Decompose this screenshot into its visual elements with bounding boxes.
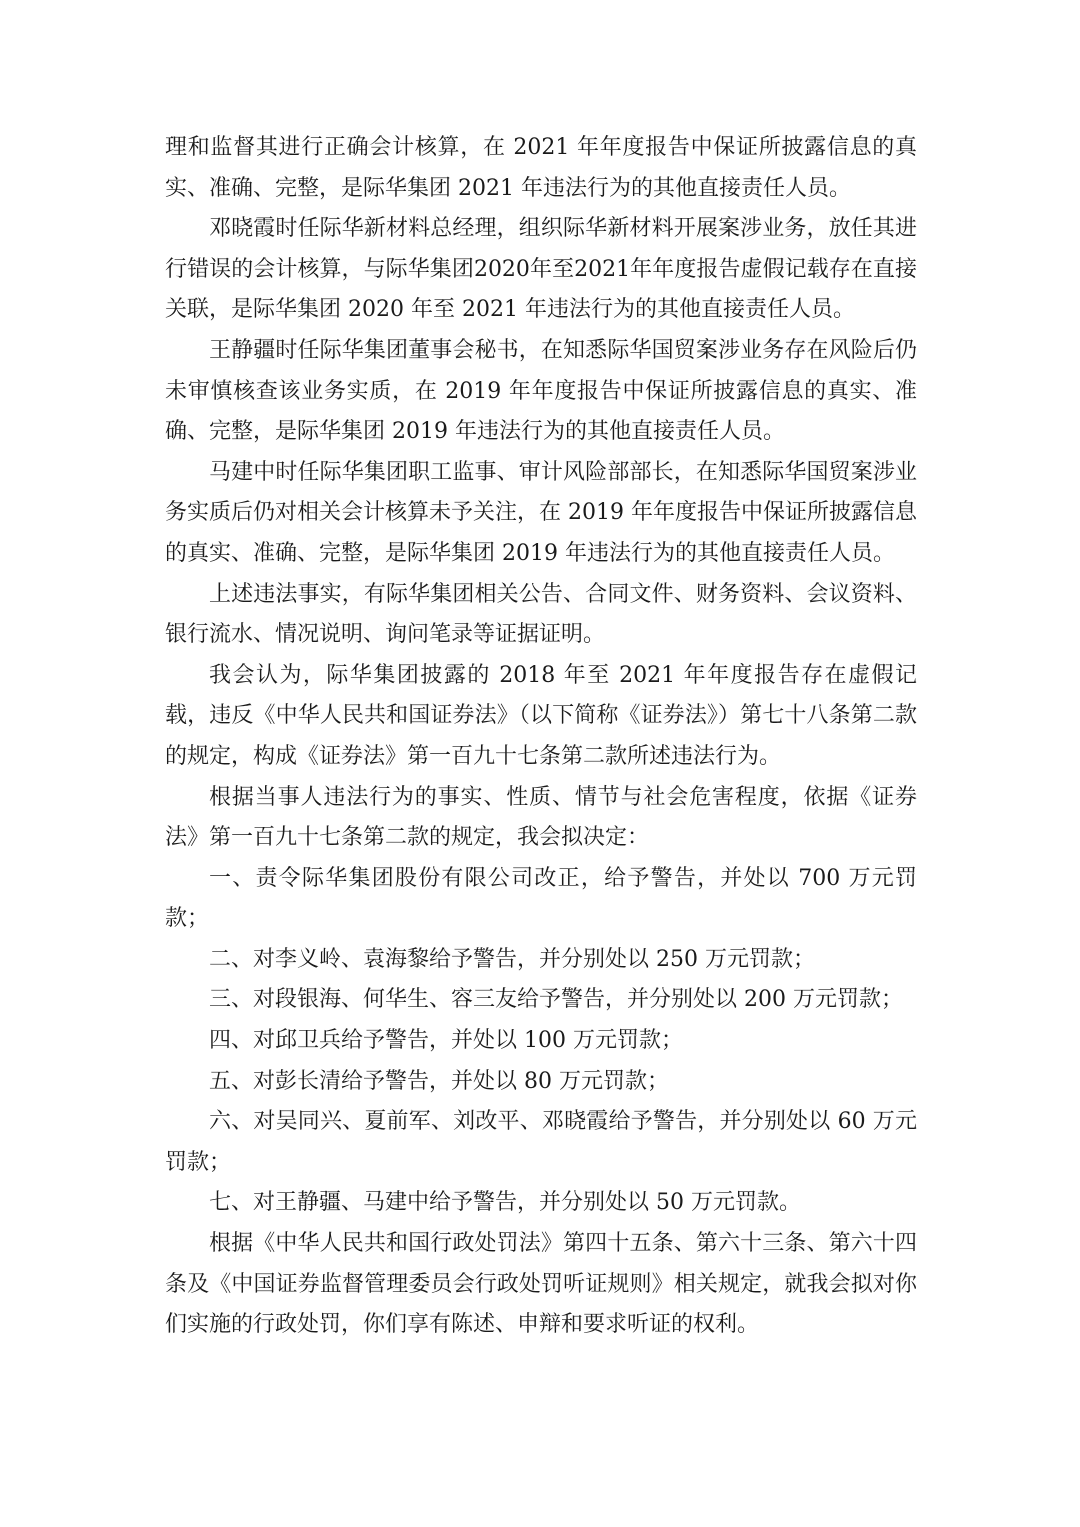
penalty-item-4: 四、对邱卫兵给予警告，并处以 100 万元罚款；	[209, 1028, 683, 1054]
paragraph-ma-jianzhong: 马建中时任际华集团职工监事、审计风险部部长，在知悉际华国贸案涉业务实质后仍对相关会计核算未予关注，在 2019 年年度报告中保证所披露信息的真实、准确、完整，是际华集团 2019 年违法行为的其他直接责任人员。	[165, 459, 917, 566]
paragraph-evidence: 上述违法事实，有际华集团相关公告、合同文件、财务资料、会议资料、银行流水、情况说明、询问笔录等证据证明。	[165, 581, 917, 648]
penalty-item-5: 五、对彭长清给予警告，并处以 80 万元罚款；	[209, 1068, 669, 1094]
penalty-item-6: 六、对吴同兴、夏前军、刘改平、邓晓霞给予警告，并分别处以 60 万元罚款；	[165, 1109, 917, 1175]
penalty-item-3: 三、对段银海、何华生、容三友给予警告，并分别处以 200 万元罚款；	[209, 987, 903, 1013]
paragraph-decision-basis: 根据当事人违法行为的事实、性质、情节与社会危害程度，依据《证券法》第一百九十七条第二款的规定，我会拟决定：	[165, 784, 917, 851]
paragraph-conclusion: 我会认为，际华集团披露的 2018 年至 2021 年年度报告存在虚假记载，违反《中华人民共和国证券法》（以下简称《证券法》）第七十八条第二款的规定，构成《证券法》第一百九十七条第二款所述违法行为。	[165, 662, 917, 769]
penalty-item-7: 七、对王静疆、马建中给予警告，并分别处以 50 万元罚款。	[209, 1190, 801, 1216]
penalty-item-2: 二、对李义岭、袁海黎给予警告，并分别处以 250 万元罚款；	[209, 946, 815, 972]
paragraph-hearing-rights: 根据《中华人民共和国行政处罚法》第四十五条、第六十三条、第六十四条及《中国证券监督管理委员会行政处罚听证规则》相关规定，就我会拟对你们实施的行政处罚，你们享有陈述、申辩和要求听证的权利。	[165, 1231, 917, 1338]
penalty-item-1: 一、责令际华集团股份有限公司改正，给予警告，并处以 700 万元罚款；	[165, 865, 917, 932]
paragraph-continued: 理和监督其进行正确会计核算，在 2021 年年度报告中保证所披露信息的真实、准确、完整，是际华集团 2021 年违法行为的其他直接责任人员。	[165, 135, 917, 201]
document-body	[165, 128, 917, 1346]
paragraph-wang-jingjiang: 王静疆时任际华集团董事会秘书，在知悉际华国贸案涉业务存在风险后仍未审慎核查该业务实质，在 2019 年年度报告中保证所披露信息的真实、准确、完整，是际华集团 2019 年违法行为的其他直接责任人员。	[165, 337, 917, 445]
paragraph-deng-xiaoxia: 邓晓霞时任际华新材料总经理，组织际华新材料开展案涉业务，放任其进行错误的会计核算，与际华集团2020年至2021年年度报告虚假记载存在直接关联，是际华集团 2020 年至 2021 年违法行为的其他直接责任人员。	[165, 216, 917, 323]
